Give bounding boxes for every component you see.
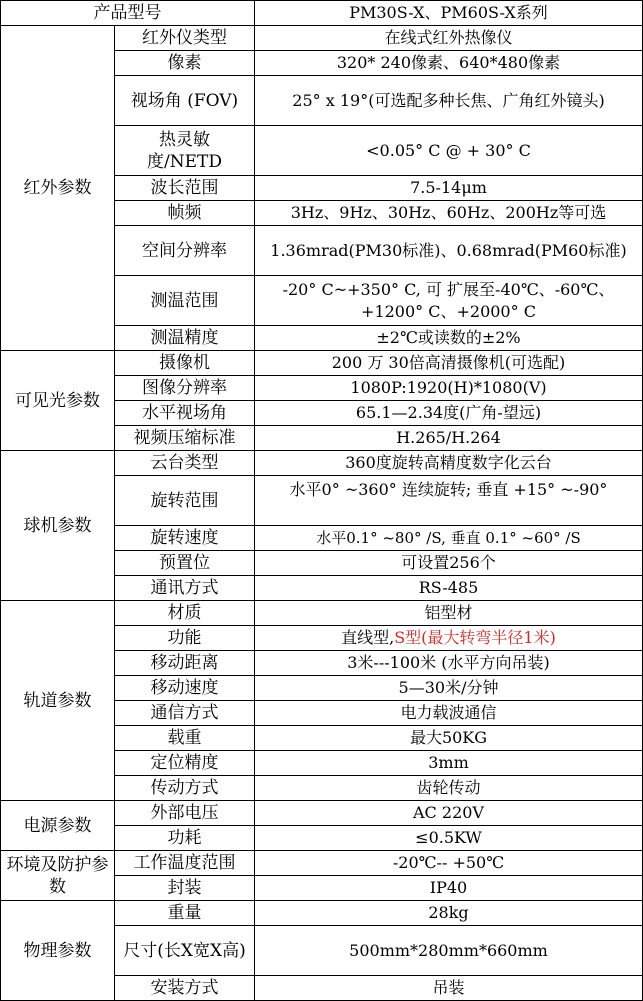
row-label: 帧频 — [115, 201, 255, 226]
section-title-environment: 环境及防护参数 — [1, 851, 115, 901]
row-value: -20℃-- +50℃ — [255, 851, 643, 876]
header-label: 产品型号 — [1, 1, 255, 26]
row-label: 尺寸(长X宽X高) — [115, 926, 255, 976]
row-label: 安装方式 — [115, 976, 255, 1001]
row-value: 可设置256个 — [255, 551, 643, 576]
row-label: 测温范围 — [115, 276, 255, 326]
row-label: 旋转范围 — [115, 476, 255, 526]
row-value: 28kg — [255, 901, 643, 926]
row-label: 封装 — [115, 876, 255, 901]
row-value: 3mm — [255, 751, 643, 776]
row-label: 测温精度 — [115, 326, 255, 351]
table-row — [1, 851, 643, 876]
row-label: 工作温度范围 — [115, 851, 255, 876]
row-value: 500mm*280mm*660mm — [255, 926, 643, 976]
row-value: 360度旋转高精度数字化云台 — [255, 451, 643, 476]
row-value: 65.1—2.34度(广角-望远) — [255, 401, 643, 426]
row-value: 水平0° ~360° 连续旋转; 垂直 +15° ~-90° — [255, 476, 643, 526]
row-value: H.265/H.264 — [255, 426, 643, 451]
row-label: 预置位 — [115, 551, 255, 576]
row-label: 水平视场角 — [115, 401, 255, 426]
row-value: 3Hz、9Hz、30Hz、60Hz、200Hz等可选 — [255, 201, 643, 226]
row-label: 重量 — [115, 901, 255, 926]
row-value: 在线式红外热像仪 — [255, 26, 643, 51]
row-value: 7.5-14μm — [255, 176, 643, 201]
row-label: 视场角 (FOV) — [115, 76, 255, 126]
header-value: PM30S-X、PM60S-X系列 — [255, 1, 643, 26]
row-label: 功耗 — [115, 826, 255, 851]
row-label: 移动距离 — [115, 651, 255, 676]
row-value: 最大50KG — [255, 726, 643, 751]
row-label: 传动方式 — [115, 776, 255, 801]
row-label: 摄像机 — [115, 351, 255, 376]
section-title-track: 轨道参数 — [1, 601, 115, 801]
row-value: ≤0.5KW — [255, 826, 643, 851]
table-row — [1, 26, 643, 51]
row-value: 水平0.1° ~80° /S, 垂直 0.1° ~60° /S — [255, 526, 643, 551]
header-row — [1, 1, 643, 26]
section-title-physical: 物理参数 — [1, 901, 115, 1001]
table-row — [1, 801, 643, 826]
row-label: 红外仪类型 — [115, 26, 255, 51]
table-row — [1, 601, 643, 626]
section-title-infrared: 红外参数 — [1, 26, 115, 351]
row-value-mixed — [255, 626, 643, 651]
row-label: 载重 — [115, 726, 255, 751]
row-value: 吊装 — [255, 976, 643, 1001]
function-linear: 直线型, — [341, 628, 395, 647]
row-value: 320* 240像素、640*480像素 — [255, 51, 643, 76]
function-s-type: S型(最大转弯半径1米) — [394, 628, 556, 647]
row-value: ±2℃或读数的±2% — [255, 326, 643, 351]
row-value: 5—30米/分钟 — [255, 676, 643, 701]
row-value: -20° C~+350° C, 可 扩展至-40℃、-60℃、+1200° C、+2000° C — [255, 276, 643, 326]
section-title-power: 电源参数 — [1, 801, 115, 851]
row-value: 电力载波通信 — [255, 701, 643, 726]
row-label: 空间分辨率 — [115, 226, 255, 276]
table-row — [1, 901, 643, 926]
row-label: 图像分辨率 — [115, 376, 255, 401]
row-value: 1.36mrad(PM30标准)、0.68mrad(PM60标准) — [255, 226, 643, 276]
row-label: 云台类型 — [115, 451, 255, 476]
row-value: 1080P:1920(H)*1080(V) — [255, 376, 643, 401]
row-value: RS-485 — [255, 576, 643, 601]
row-value: 齿轮传动 — [255, 776, 643, 801]
row-value: <0.05° C @ + 30° C — [255, 126, 643, 176]
row-label: 旋转速度 — [115, 526, 255, 551]
section-title-dome: 球机参数 — [1, 451, 115, 601]
row-label: 外部电压 — [115, 801, 255, 826]
row-label: 热灵敏度/NETD — [115, 126, 255, 176]
row-label: 通讯方式 — [115, 576, 255, 601]
row-value: 铝型材 — [255, 601, 643, 626]
row-label: 波长范围 — [115, 176, 255, 201]
row-label: 视频压缩标准 — [115, 426, 255, 451]
row-value: AC 220V — [255, 801, 643, 826]
table-row — [1, 351, 643, 376]
row-value: 200 万 30倍高清摄像机(可选配) — [255, 351, 643, 376]
table-row — [1, 451, 643, 476]
row-value: 25° x 19°(可选配多种长焦、广角红外镜头) — [255, 76, 643, 126]
row-label: 移动速度 — [115, 676, 255, 701]
section-title-visible: 可见光参数 — [1, 351, 115, 451]
row-label: 定位精度 — [115, 751, 255, 776]
row-value: 3米---100米 (水平方向吊装) — [255, 651, 643, 676]
row-label: 材质 — [115, 601, 255, 626]
row-label: 像素 — [115, 51, 255, 76]
row-label: 通信方式 — [115, 701, 255, 726]
row-value: IP40 — [255, 876, 643, 901]
row-label: 功能 — [115, 626, 255, 651]
